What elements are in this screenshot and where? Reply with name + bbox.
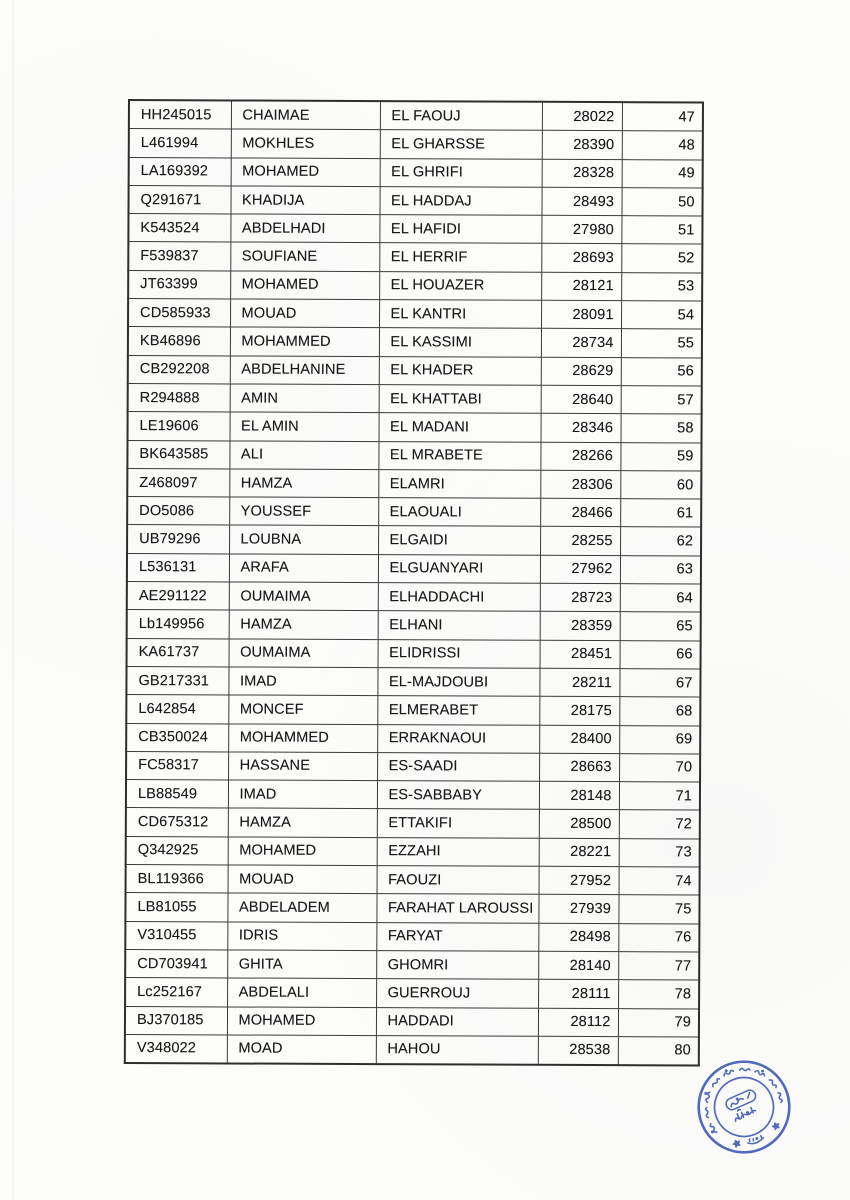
table-row (128, 214, 702, 245)
table-row (126, 780, 700, 811)
cell-last-name: EL MRABETE (378, 441, 540, 470)
cell-last-name: ELHANI (378, 611, 540, 640)
cell-first-name: SOUFIANE (230, 242, 379, 271)
cell-last-name: GUERROUJ (376, 979, 538, 1008)
cell-first-name: MOHAMED (227, 1006, 376, 1035)
cell-rank: 66 (620, 640, 701, 669)
cell-last-name: EL GHARSSE (380, 130, 542, 159)
cell-rank: 48 (622, 131, 703, 160)
cell-cin: UB79296 (127, 525, 229, 554)
cell-first-name: MOKHLES (231, 129, 380, 158)
cell-exam-number: 28140 (538, 951, 618, 980)
cell-first-name: GHITA (227, 950, 376, 979)
cell-rank: 68 (619, 697, 700, 726)
cell-exam-number: 27952 (539, 866, 619, 895)
cell-first-name: KHADIJA (230, 186, 379, 215)
cell-cin: CD585933 (128, 299, 230, 328)
cell-cin: BL119366 (126, 865, 228, 894)
cell-cin: R294888 (128, 383, 230, 412)
cell-rank: 70 (619, 753, 700, 782)
cell-cin: DO5086 (127, 497, 229, 526)
cell-last-name: EL HOUAZER (379, 271, 541, 300)
cell-first-name: MOUAD (230, 299, 379, 328)
table-row (126, 836, 700, 867)
cell-exam-number: 28112 (538, 1008, 618, 1037)
cell-cin: LB88549 (126, 780, 228, 809)
table-row (125, 949, 699, 980)
cell-rank: 79 (618, 1008, 699, 1037)
cell-rank: 55 (621, 329, 702, 358)
cell-cin: AE291122 (127, 582, 229, 611)
table-row (126, 666, 700, 697)
cell-exam-number: 28211 (539, 668, 619, 697)
cell-exam-number: 28306 (540, 470, 620, 499)
table-row (127, 440, 701, 471)
cell-first-name: MOUAD (228, 865, 377, 894)
cell-last-name: FARAHAT LAROUSSI (376, 894, 538, 923)
cell-exam-number: 28734 (541, 329, 621, 358)
cell-last-name: ERRAKNAOUI (377, 724, 539, 753)
cell-first-name: IDRIS (227, 922, 376, 951)
cell-cin: L461994 (129, 129, 231, 158)
cell-cin: JT63399 (128, 270, 230, 299)
cell-first-name: ABDELALI (227, 978, 376, 1007)
cell-first-name: ABDELADEM (227, 893, 376, 922)
cell-exam-number: 28390 (542, 131, 622, 160)
cell-first-name: MOHAMED (231, 158, 380, 187)
cell-exam-number: 28111 (538, 980, 618, 1009)
cell-last-name: EL GHRIFI (380, 158, 542, 187)
cell-last-name: ES-SABBABY (377, 781, 539, 810)
table-row (127, 638, 701, 669)
table-row (125, 1034, 699, 1065)
cell-first-name: MOHAMMED (230, 327, 379, 356)
cell-first-name: HAMZA (229, 469, 378, 498)
table-row (128, 355, 702, 386)
cell-cin: KB46896 (128, 327, 230, 356)
scan-artifact (12, 0, 14, 1200)
table-row (128, 242, 702, 273)
table-row (126, 808, 700, 839)
cell-cin: CD703941 (125, 949, 227, 978)
cell-last-name: EL KANTRI (379, 300, 541, 329)
cell-exam-number: 28022 (542, 102, 622, 131)
cell-rank: 50 (621, 188, 702, 217)
university-stamp-icon (694, 1057, 794, 1157)
cell-cin: Z468097 (127, 468, 229, 497)
cell-cin: Lb149956 (127, 610, 229, 639)
table-row (125, 921, 699, 952)
table-row (127, 582, 701, 613)
cell-cin: Q342925 (126, 836, 228, 865)
cell-cin: LB81055 (125, 893, 227, 922)
cell-rank: 67 (619, 669, 700, 698)
cell-exam-number: 28359 (540, 612, 620, 641)
cell-rank: 62 (620, 527, 701, 556)
cell-cin: V348022 (125, 1034, 227, 1063)
cell-rank: 74 (619, 867, 700, 896)
table-row (125, 1006, 699, 1037)
table-row (129, 100, 703, 131)
cell-cin: CD675312 (126, 808, 228, 837)
cell-exam-number: 28538 (538, 1036, 618, 1065)
table-row (129, 129, 703, 160)
stamp-center-script (724, 1088, 762, 1122)
cell-first-name: LOUBNA (229, 525, 378, 554)
cell-rank: 64 (620, 584, 701, 613)
cell-exam-number: 28629 (541, 357, 621, 386)
cell-last-name: EL HAFIDI (379, 215, 541, 244)
cell-cin: K543524 (128, 214, 230, 243)
cell-cin: KA61737 (127, 638, 229, 667)
cell-last-name: EL-MAJDOUBI (377, 668, 539, 697)
cell-last-name: HAHOU (376, 1035, 538, 1065)
cell-first-name: ABDELHANINE (230, 356, 379, 385)
cell-last-name: EL KHADER (379, 356, 541, 385)
cell-exam-number: 27939 (538, 895, 618, 924)
cell-first-name: AMIN (230, 384, 379, 413)
cell-cin: HH245015 (129, 100, 231, 129)
cell-last-name: FAOUZI (377, 866, 539, 895)
cell-rank: 76 (618, 923, 699, 952)
cell-cin: CB350024 (126, 723, 228, 752)
table-row (127, 553, 701, 584)
cell-cin: LE19606 (128, 412, 230, 441)
cell-exam-number: 28466 (540, 498, 620, 527)
cell-exam-number: 27980 (541, 215, 621, 244)
cell-rank: 56 (621, 357, 702, 386)
cell-rank: 53 (621, 272, 702, 301)
table-row (128, 327, 702, 358)
cell-rank: 58 (621, 414, 702, 443)
cell-last-name: ES-SAADI (377, 752, 539, 781)
table-row (125, 978, 699, 1009)
cell-rank: 71 (619, 782, 700, 811)
cell-first-name: OUMAIMA (229, 582, 378, 611)
cell-last-name: EZZAHI (377, 837, 539, 866)
cell-exam-number: 28328 (542, 159, 622, 188)
cell-exam-number: 28500 (539, 810, 619, 839)
table-row (127, 468, 701, 499)
cell-rank: 75 (618, 895, 699, 924)
cell-cin: L536131 (127, 553, 229, 582)
table-row (129, 157, 703, 188)
cell-exam-number: 28221 (539, 838, 619, 867)
cell-exam-number: 28693 (541, 244, 621, 273)
cell-exam-number: 28266 (540, 442, 620, 471)
cell-first-name: ARAFA (229, 554, 378, 583)
cell-last-name: EL FAOUJ (380, 101, 542, 131)
cell-cin: LA169392 (129, 157, 231, 186)
cell-rank: 78 (618, 980, 699, 1009)
cell-last-name: ELGAIDI (378, 526, 540, 555)
cell-last-name: ELAMRI (378, 469, 540, 498)
table-row (126, 723, 700, 754)
cell-last-name: EL HERRIF (379, 243, 541, 272)
cell-first-name: ALI (229, 441, 378, 470)
cell-last-name: ELIDRISSI (378, 639, 540, 668)
cell-exam-number: 28451 (540, 640, 620, 669)
table-row (125, 893, 699, 924)
table-row (128, 412, 702, 443)
cell-rank: 60 (620, 471, 701, 500)
cell-last-name: EL KASSIMI (379, 328, 541, 357)
cell-first-name: MOHAMED (230, 271, 379, 300)
cell-last-name: FARYAT (376, 922, 538, 951)
cell-first-name: MOAD (227, 1035, 376, 1064)
cell-rank: 54 (621, 301, 702, 330)
cell-first-name: MOHAMED (228, 837, 377, 866)
table-row (127, 497, 701, 528)
cell-cin: FC58317 (126, 751, 228, 780)
table-row (128, 185, 702, 216)
cell-exam-number: 28498 (538, 923, 618, 952)
cell-cin: BK643585 (127, 440, 229, 469)
cell-exam-number: 28493 (541, 187, 621, 216)
cell-rank: 73 (619, 838, 700, 867)
table-row (126, 865, 700, 896)
cell-last-name: EL HADDAJ (379, 186, 541, 215)
cell-first-name: CHAIMAE (231, 100, 380, 129)
cell-first-name: HAMZA (228, 808, 377, 837)
cell-rank: 65 (620, 612, 701, 641)
cell-last-name: ETTAKIFI (377, 809, 539, 838)
cell-exam-number: 28175 (539, 697, 619, 726)
table-row (126, 695, 700, 726)
cell-last-name: ELAOUALI (378, 498, 540, 527)
student-list-table (124, 99, 704, 1067)
cell-cin: Lc252167 (125, 978, 227, 1007)
table-row (127, 610, 701, 641)
cell-last-name: GHOMRI (376, 950, 538, 979)
cell-first-name: IMAD (228, 667, 377, 696)
cell-rank: 77 (618, 952, 699, 981)
cell-last-name: ELHADDACHI (378, 583, 540, 612)
cell-exam-number: 28346 (541, 414, 621, 443)
cell-last-name: ELGUANYARI (378, 554, 540, 583)
cell-rank: 61 (620, 499, 701, 528)
cell-first-name: MONCEF (228, 695, 377, 724)
cell-first-name: EL AMIN (230, 412, 379, 441)
cell-rank: 52 (621, 244, 702, 273)
cell-cin: CB292208 (128, 355, 230, 384)
cell-rank: 69 (619, 725, 700, 754)
cell-cin: L642854 (126, 695, 228, 724)
cell-first-name: YOUSSEF (229, 497, 378, 526)
cell-rank: 57 (621, 386, 702, 415)
cell-first-name: IMAD (228, 780, 377, 809)
table-row (128, 270, 702, 301)
table-row (128, 383, 702, 414)
cell-last-name: HADDADI (376, 1007, 538, 1036)
cell-first-name: OUMAIMA (229, 639, 378, 668)
table-row (126, 751, 700, 782)
cell-first-name: HASSANE (228, 752, 377, 781)
cell-rank: 47 (622, 102, 703, 131)
cell-exam-number: 28121 (541, 272, 621, 301)
table-row (127, 525, 701, 556)
cell-exam-number: 28723 (540, 583, 620, 612)
cell-exam-number: 28400 (539, 725, 619, 754)
cell-rank: 59 (620, 442, 701, 471)
cell-last-name: EL MADANI (379, 413, 541, 442)
cell-exam-number: 28640 (541, 385, 621, 414)
cell-rank: 80 (618, 1036, 699, 1065)
cell-last-name: EL KHATTABI (379, 385, 541, 414)
cell-rank: 72 (619, 810, 700, 839)
cell-first-name: MOHAMMED (228, 723, 377, 752)
cell-rank: 51 (621, 216, 702, 245)
cell-rank: 63 (620, 555, 701, 584)
table-row (128, 299, 702, 330)
cell-cin: GB217331 (126, 666, 228, 695)
cell-last-name: ELMERABET (377, 696, 539, 725)
cell-first-name: HAMZA (229, 610, 378, 639)
cell-first-name: ABDELHADI (230, 214, 379, 243)
cell-cin: F539837 (128, 242, 230, 271)
cell-exam-number: 27962 (540, 555, 620, 584)
cell-cin: Q291671 (128, 185, 230, 214)
cell-exam-number: 28255 (540, 527, 620, 556)
cell-exam-number: 28148 (539, 781, 619, 810)
cell-rank: 49 (622, 159, 703, 188)
cell-exam-number: 28663 (539, 753, 619, 782)
cell-cin: V310455 (125, 921, 227, 950)
cell-exam-number: 28091 (541, 300, 621, 329)
cell-cin: BJ370185 (125, 1006, 227, 1035)
